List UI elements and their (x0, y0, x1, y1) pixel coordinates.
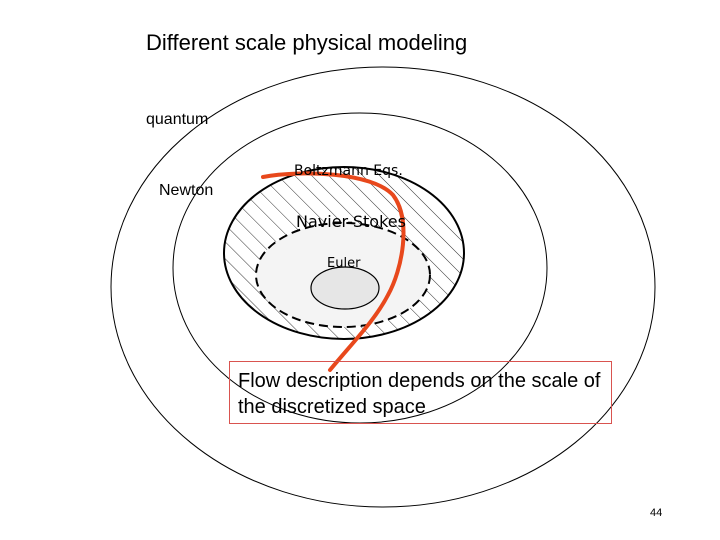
slide-title: Different scale physical modeling (146, 30, 468, 55)
callout-box (229, 361, 612, 424)
label-boltzmann: Boltzmann Eqs. (294, 163, 403, 179)
label-newton: Newton (159, 182, 214, 199)
euler-ellipse (311, 267, 379, 309)
page-number: 44 (650, 507, 663, 519)
callout-text: Flow description depends on the scale of the discretized space (238, 370, 601, 418)
label-navier-stokes: Navier-Stokes (296, 212, 406, 231)
label-quantum: quantum (146, 111, 209, 128)
label-euler: Euler (327, 256, 361, 271)
